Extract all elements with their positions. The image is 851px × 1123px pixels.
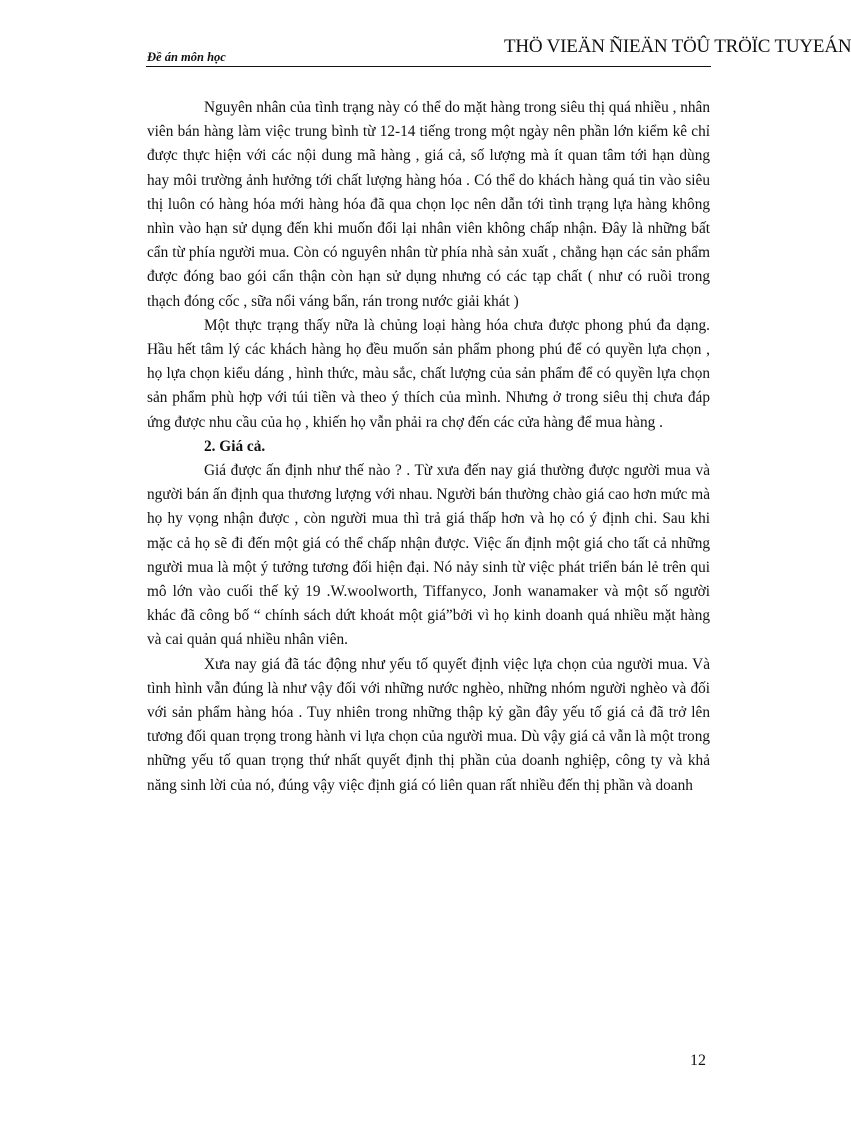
paragraph-1: Nguyên nhân của tình trạng này có thể do mặt hàng trong siêu thị quá nhiều , nhân viên bán hàng làm việc trung bình từ 12-14 tiếng trong một ngày nên phần lớn kiểm kê chỉ được thực hiện với các nội dung mã hàng , giá cả, số lượng mà ít quan tâm tới hạn dùng hay môi trường ảnh hưởng tới chất lượng hàng hóa . Có thể do khách hàng quá tin vào siêu thị luôn có hàng hóa mới hàng hóa đã qua chọn lọc nên dẫn tới tình trạng lựa hàng không nhìn vào hạn sử dụng đến khi muốn đổi lại nhân viên không chấp nhận. Đây là những bất cẩn từ phía người mua. Còn có nguyên nhân từ phía nhà sản xuất , chẳng hạn các sản phẩm được đóng bao gói cẩn thận còn hạn sử dụng nhưng có các tạp chất ( như có ruồi trong thạch đóng cốc , sữa nổi váng bẩn, rán trong nước giải khát ) xyxy=(147,99,710,310)
page-number: 12 xyxy=(690,1052,706,1069)
header-course-title: Đề án môn học xyxy=(147,50,226,64)
header-divider xyxy=(146,66,711,67)
paragraph-3: Giá được ấn định như thế nào ? . Từ xưa đến nay giá thường được người mua và người bán ấn định qua thương lượng với nhau. Người bán thường chào giá cao hơn mức mà họ hy vọng nhận được , còn người mua thì trả giá thấp hơn và họ có ý định chi. Sau khi mặc cả họ sẽ đi đến một giá có thể chấp nhận được. Việc ấn định một giá cho tất cả những người mua là một ý tưởng tương đối hiện đại. Nó nảy sinh từ việc phát triển bán lẻ trên qui mô lớn vào cuối thế kỷ 19 .W.woolworth, Tiffanyco, Jonh wanamaker và một số người khác đã công bố “ chính sách dứt khoát một giá”bởi vì họ kinh doanh quá nhiều mặt hàng và cai quản quá nhiều nhân viên. xyxy=(147,462,710,649)
paragraph-2: Một thực trạng thấy nữa là chủng loại hàng hóa chưa được phong phú đa dạng. Hầu hết tâm lý các khách hàng họ đều muốn sản phẩm phong phú để có quyền lựa chọn , họ lựa chọn kiểu dáng , hình thức, màu sắc, chất lượng của sản phẩm để có quyền lựa chọn sản phẩm phù hợp với túi tiền và theo ý thích của mình. Nhưng ở trong siêu thị chưa đáp ứng được nhu cầu của họ , khiến họ vẫn phải ra chợ đến các cửa hàng để mua hàng . xyxy=(147,316,710,431)
paragraph-4: Xưa nay giá đã tác động như yếu tố quyết định việc lựa chọn của người mua. Và tình hình vẫn đúng là như vậy đối với những nước nghèo, những nhóm người nghèo và đối với sản phẩm hàng hóa . Tuy nhiên trong những thập kỷ gần đây yếu tố giá cả đã trở lên tương đối quan trọng trong hành vi lựa chọn của người mua. Dù vậy giá cả vẫn là một trong những yếu tố quan trọng thứ nhất quyết định thị phần của doanh nghiệp, công ty và khả năng sinh lời của nó, đúng vậy việc định giá có liên quan rất nhiều đến thị phần và doanh xyxy=(147,655,710,794)
header-library-title: THÖ VIEÄN ÑIEÄN TÖÛ TRÖÏC TUYEÁN xyxy=(504,36,851,57)
body-text xyxy=(147,96,710,798)
section-heading: 2. Giá cả. xyxy=(204,437,266,455)
